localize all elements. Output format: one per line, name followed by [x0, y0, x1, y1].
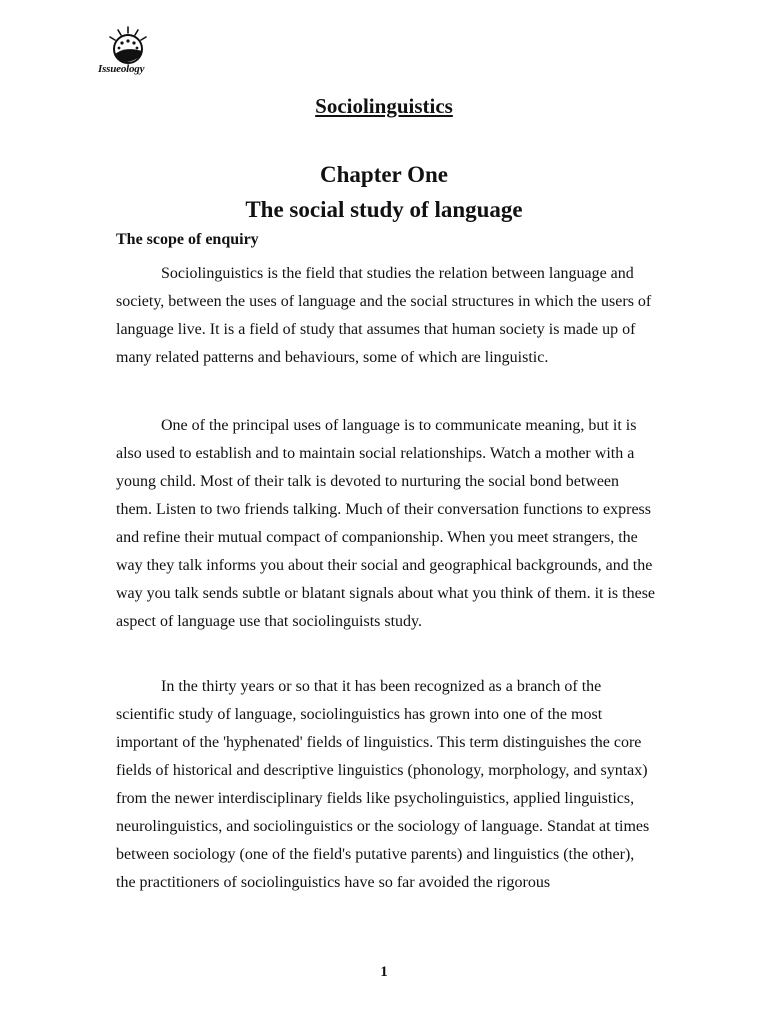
issueology-logo — [96, 24, 168, 80]
body-paragraph: Sociolinguistics is the field that studies the relation between language and society, between the uses of language and the social structures in which the users of language live. It is a field of study that assumes that human society is made up of many related patterns and behaviours, some of which are linguistic. — [116, 265, 652, 366]
document-title: Sociolinguistics — [315, 94, 453, 118]
chapter-heading: Chapter One — [320, 162, 448, 187]
body-paragraph: One of the principal uses of language is to communicate meaning, but it is also used to establish and to maintain social relationships. Watch a mother with a young child. Most of their talk is devoted to nurturing the social bond between them. Listen to two friends talking. Much of their conversation functions to express and refine their mutual compact of companionship. When you meet strangers, the way they talk informs you about their social and geographical backgrounds, and the way you talk sends subtle or blatant signals about what you think of them. it is these aspect of language use that sociolinguists study. — [116, 417, 656, 630]
logo-text: Issueology — [98, 63, 145, 75]
section-heading: The scope of enquiry — [116, 231, 259, 248]
chapter-title: The social study of language — [245, 197, 523, 222]
page-number: 1 — [380, 964, 388, 980]
body-paragraph: In the thirty years or so that it has been recognized as a branch of the scientific study of language, sociolinguistics has grown into one of the most important of the 'hyphenated' fields of linguistics. This term distinguishes the core fields of historical and descriptive linguistics (phonology, morphology, and syntax) from the newer interdisciplinary fields like psycholinguistics, applied linguistics, neurolinguistics, and sociolinguistics or the sociology of language. Standat at times between sociology (one of the field's putative parents) and linguistics (the other), the practitioners of sociolinguistics have so far avoided the rigorous — [116, 678, 650, 891]
logo-emblem-icon — [96, 24, 168, 68]
